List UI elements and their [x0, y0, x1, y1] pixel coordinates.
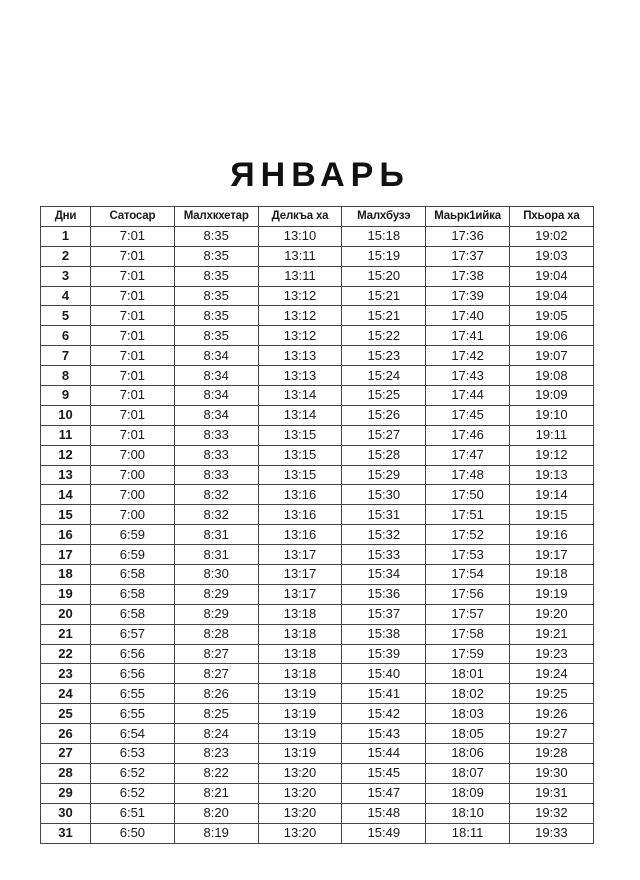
day-cell: 18 [41, 565, 91, 585]
time-cell: 17:37 [426, 246, 510, 266]
time-cell: 15:29 [342, 465, 426, 485]
day-cell: 15 [41, 505, 91, 525]
time-cell: 13:16 [258, 505, 342, 525]
table-row [41, 366, 594, 386]
day-cell: 26 [41, 724, 91, 744]
time-cell: 18:11 [426, 823, 510, 843]
table-row [41, 405, 594, 425]
time-cell: 17:57 [426, 604, 510, 624]
table-row [41, 525, 594, 545]
time-cell: 8:30 [174, 565, 258, 585]
time-cell: 15:37 [342, 604, 426, 624]
time-cell: 15:27 [342, 425, 426, 445]
day-cell: 4 [41, 286, 91, 306]
time-cell: 19:23 [509, 644, 593, 664]
time-cell: 17:51 [426, 505, 510, 525]
time-cell: 13:12 [258, 286, 342, 306]
time-cell: 8:22 [174, 763, 258, 783]
time-cell: 13:18 [258, 604, 342, 624]
table-row [41, 803, 594, 823]
time-cell: 8:23 [174, 744, 258, 764]
day-cell: 1 [41, 226, 91, 246]
table-row [41, 704, 594, 724]
time-cell: 13:15 [258, 425, 342, 445]
day-cell: 24 [41, 684, 91, 704]
time-cell: 6:58 [91, 565, 175, 585]
time-cell: 13:10 [258, 226, 342, 246]
table-row [41, 505, 594, 525]
time-cell: 17:36 [426, 226, 510, 246]
time-cell: 19:20 [509, 604, 593, 624]
time-cell: 19:02 [509, 226, 593, 246]
time-cell: 8:27 [174, 664, 258, 684]
table-row [41, 246, 594, 266]
time-cell: 13:20 [258, 763, 342, 783]
time-cell: 7:01 [91, 326, 175, 346]
header-delkha: Делкъа ха [258, 207, 342, 227]
time-cell: 13:17 [258, 565, 342, 585]
time-cell: 17:43 [426, 366, 510, 386]
time-cell: 8:19 [174, 823, 258, 843]
table-header-row [41, 207, 594, 227]
time-cell: 19:17 [509, 545, 593, 565]
time-cell: 8:29 [174, 604, 258, 624]
time-cell: 13:17 [258, 584, 342, 604]
time-cell: 13:15 [258, 465, 342, 485]
time-cell: 6:59 [91, 525, 175, 545]
time-cell: 18:05 [426, 724, 510, 744]
time-cell: 15:26 [342, 405, 426, 425]
time-cell: 8:34 [174, 366, 258, 386]
time-cell: 8:34 [174, 386, 258, 406]
time-cell: 15:30 [342, 485, 426, 505]
table-row [41, 664, 594, 684]
time-cell: 13:17 [258, 545, 342, 565]
time-cell: 8:35 [174, 226, 258, 246]
table-row [41, 565, 594, 585]
header-satosar: Сатосар [91, 207, 175, 227]
time-cell: 6:59 [91, 545, 175, 565]
day-cell: 9 [41, 386, 91, 406]
day-cell: 12 [41, 445, 91, 465]
time-cell: 17:42 [426, 346, 510, 366]
time-cell: 19:26 [509, 704, 593, 724]
time-cell: 19:28 [509, 744, 593, 764]
table-row [41, 326, 594, 346]
time-cell: 6:52 [91, 783, 175, 803]
time-cell: 8:33 [174, 465, 258, 485]
time-cell: 6:55 [91, 704, 175, 724]
time-cell: 15:33 [342, 545, 426, 565]
time-cell: 13:11 [258, 246, 342, 266]
day-cell: 13 [41, 465, 91, 485]
time-cell: 17:41 [426, 326, 510, 346]
time-cell: 17:54 [426, 565, 510, 585]
table-row [41, 425, 594, 445]
time-cell: 19:10 [509, 405, 593, 425]
time-cell: 19:16 [509, 525, 593, 545]
time-cell: 13:12 [258, 326, 342, 346]
time-cell: 7:01 [91, 266, 175, 286]
time-cell: 7:01 [91, 246, 175, 266]
time-cell: 15:24 [342, 366, 426, 386]
time-cell: 8:35 [174, 246, 258, 266]
time-cell: 19:08 [509, 366, 593, 386]
time-cell: 17:39 [426, 286, 510, 306]
time-cell: 15:48 [342, 803, 426, 823]
time-cell: 17:52 [426, 525, 510, 545]
table-row [41, 823, 594, 843]
time-cell: 6:57 [91, 624, 175, 644]
time-cell: 19:14 [509, 485, 593, 505]
time-cell: 6:51 [91, 803, 175, 823]
time-cell: 17:47 [426, 445, 510, 465]
time-cell: 15:22 [342, 326, 426, 346]
time-cell: 8:25 [174, 704, 258, 724]
time-cell: 17:40 [426, 306, 510, 326]
table-row [41, 744, 594, 764]
time-cell: 6:58 [91, 584, 175, 604]
day-cell: 7 [41, 346, 91, 366]
time-cell: 19:09 [509, 386, 593, 406]
table-row [41, 545, 594, 565]
time-cell: 13:20 [258, 823, 342, 843]
time-cell: 6:58 [91, 604, 175, 624]
table-row [41, 724, 594, 744]
time-cell: 19:04 [509, 286, 593, 306]
time-cell: 15:40 [342, 664, 426, 684]
day-cell: 2 [41, 246, 91, 266]
table-row [41, 266, 594, 286]
time-cell: 8:31 [174, 525, 258, 545]
time-cell: 8:27 [174, 644, 258, 664]
table-row [41, 604, 594, 624]
time-cell: 7:00 [91, 485, 175, 505]
day-cell: 8 [41, 366, 91, 386]
table-row [41, 306, 594, 326]
time-cell: 7:01 [91, 286, 175, 306]
time-cell: 8:32 [174, 485, 258, 505]
time-cell: 8:21 [174, 783, 258, 803]
time-cell: 19:04 [509, 266, 593, 286]
time-cell: 7:00 [91, 445, 175, 465]
time-cell: 8:33 [174, 425, 258, 445]
time-cell: 8:35 [174, 266, 258, 286]
time-cell: 8:28 [174, 624, 258, 644]
prayer-times-table [40, 206, 594, 844]
time-cell: 19:31 [509, 783, 593, 803]
table-row [41, 684, 594, 704]
time-cell: 13:18 [258, 664, 342, 684]
time-cell: 13:16 [258, 485, 342, 505]
time-cell: 17:56 [426, 584, 510, 604]
time-cell: 17:59 [426, 644, 510, 664]
header-pkhora: Пхьора ха [509, 207, 593, 227]
time-cell: 15:18 [342, 226, 426, 246]
time-cell: 15:23 [342, 346, 426, 366]
time-cell: 17:58 [426, 624, 510, 644]
time-cell: 13:14 [258, 386, 342, 406]
time-cell: 6:53 [91, 744, 175, 764]
time-cell: 6:50 [91, 823, 175, 843]
day-cell: 20 [41, 604, 91, 624]
time-cell: 8:29 [174, 584, 258, 604]
time-cell: 15:43 [342, 724, 426, 744]
day-cell: 10 [41, 405, 91, 425]
time-cell: 15:39 [342, 644, 426, 664]
day-cell: 3 [41, 266, 91, 286]
time-cell: 15:42 [342, 704, 426, 724]
day-cell: 22 [41, 644, 91, 664]
time-cell: 15:21 [342, 286, 426, 306]
page-title: ЯНВАРЬ [230, 156, 410, 194]
time-cell: 19:15 [509, 505, 593, 525]
time-cell: 17:48 [426, 465, 510, 485]
table-body [41, 226, 594, 843]
time-cell: 8:32 [174, 505, 258, 525]
time-cell: 13:20 [258, 783, 342, 803]
time-cell: 6:52 [91, 763, 175, 783]
time-cell: 15:19 [342, 246, 426, 266]
table-row [41, 783, 594, 803]
day-cell: 27 [41, 744, 91, 764]
time-cell: 7:01 [91, 405, 175, 425]
day-cell: 21 [41, 624, 91, 644]
time-cell: 7:01 [91, 366, 175, 386]
time-cell: 19:25 [509, 684, 593, 704]
time-cell: 15:25 [342, 386, 426, 406]
time-cell: 7:01 [91, 425, 175, 445]
day-cell: 5 [41, 306, 91, 326]
time-cell: 13:19 [258, 684, 342, 704]
table-row [41, 465, 594, 485]
time-cell: 19:18 [509, 565, 593, 585]
day-cell: 23 [41, 664, 91, 684]
time-cell: 17:45 [426, 405, 510, 425]
header-malkhbuze: Малхбузэ [342, 207, 426, 227]
time-cell: 6:55 [91, 684, 175, 704]
time-cell: 13:19 [258, 704, 342, 724]
time-cell: 8:34 [174, 346, 258, 366]
time-cell: 13:11 [258, 266, 342, 286]
header-day: Дни [41, 207, 91, 227]
time-cell: 15:31 [342, 505, 426, 525]
time-cell: 8:33 [174, 445, 258, 465]
time-cell: 19:19 [509, 584, 593, 604]
time-cell: 7:00 [91, 465, 175, 485]
table-row [41, 644, 594, 664]
day-cell: 30 [41, 803, 91, 823]
time-cell: 13:19 [258, 744, 342, 764]
table-row [41, 445, 594, 465]
time-cell: 19:33 [509, 823, 593, 843]
time-cell: 13:18 [258, 624, 342, 644]
time-cell: 19:21 [509, 624, 593, 644]
time-cell: 19:05 [509, 306, 593, 326]
header-marklijka: Маьрк1ийка [426, 207, 510, 227]
time-cell: 15:49 [342, 823, 426, 843]
time-cell: 15:21 [342, 306, 426, 326]
time-cell: 17:38 [426, 266, 510, 286]
time-cell: 18:07 [426, 763, 510, 783]
table-row [41, 584, 594, 604]
time-cell: 13:16 [258, 525, 342, 545]
time-cell: 17:46 [426, 425, 510, 445]
time-cell: 6:56 [91, 664, 175, 684]
day-cell: 31 [41, 823, 91, 843]
day-cell: 14 [41, 485, 91, 505]
time-cell: 15:38 [342, 624, 426, 644]
table-row [41, 346, 594, 366]
time-cell: 13:15 [258, 445, 342, 465]
time-cell: 8:35 [174, 306, 258, 326]
time-cell: 19:32 [509, 803, 593, 823]
time-cell: 8:31 [174, 545, 258, 565]
time-cell: 19:24 [509, 664, 593, 684]
table-row [41, 286, 594, 306]
time-cell: 13:12 [258, 306, 342, 326]
table-row [41, 624, 594, 644]
table-row [41, 485, 594, 505]
day-cell: 17 [41, 545, 91, 565]
time-cell: 8:24 [174, 724, 258, 744]
time-cell: 7:01 [91, 306, 175, 326]
time-cell: 18:06 [426, 744, 510, 764]
time-cell: 15:28 [342, 445, 426, 465]
day-cell: 25 [41, 704, 91, 724]
day-cell: 16 [41, 525, 91, 545]
time-cell: 19:12 [509, 445, 593, 465]
time-cell: 15:44 [342, 744, 426, 764]
day-cell: 6 [41, 326, 91, 346]
time-cell: 15:45 [342, 763, 426, 783]
time-cell: 8:35 [174, 286, 258, 306]
time-cell: 19:03 [509, 246, 593, 266]
time-cell: 17:53 [426, 545, 510, 565]
time-cell: 18:03 [426, 704, 510, 724]
time-cell: 15:34 [342, 565, 426, 585]
time-cell: 7:01 [91, 346, 175, 366]
time-cell: 18:10 [426, 803, 510, 823]
time-cell: 17:50 [426, 485, 510, 505]
table-row [41, 763, 594, 783]
time-cell: 8:34 [174, 405, 258, 425]
time-cell: 19:13 [509, 465, 593, 485]
time-cell: 6:56 [91, 644, 175, 664]
time-cell: 15:41 [342, 684, 426, 704]
time-cell: 13:13 [258, 346, 342, 366]
time-cell: 7:01 [91, 226, 175, 246]
time-cell: 7:00 [91, 505, 175, 525]
header-malkhkhetar: Малхкхетар [174, 207, 258, 227]
time-cell: 13:13 [258, 366, 342, 386]
table-row [41, 226, 594, 246]
time-cell: 18:02 [426, 684, 510, 704]
day-cell: 29 [41, 783, 91, 803]
time-cell: 8:20 [174, 803, 258, 823]
time-cell: 19:11 [509, 425, 593, 445]
time-cell: 18:01 [426, 664, 510, 684]
time-cell: 15:36 [342, 584, 426, 604]
day-cell: 19 [41, 584, 91, 604]
time-cell: 13:14 [258, 405, 342, 425]
day-cell: 28 [41, 763, 91, 783]
time-cell: 19:07 [509, 346, 593, 366]
time-cell: 8:26 [174, 684, 258, 704]
time-cell: 13:19 [258, 724, 342, 744]
table-row [41, 386, 594, 406]
time-cell: 18:09 [426, 783, 510, 803]
time-cell: 13:18 [258, 644, 342, 664]
day-cell: 11 [41, 425, 91, 445]
time-cell: 6:54 [91, 724, 175, 744]
time-cell: 15:20 [342, 266, 426, 286]
time-cell: 15:32 [342, 525, 426, 545]
time-cell: 15:47 [342, 783, 426, 803]
time-cell: 13:20 [258, 803, 342, 823]
time-cell: 19:30 [509, 763, 593, 783]
time-cell: 8:35 [174, 326, 258, 346]
time-cell: 17:44 [426, 386, 510, 406]
time-cell: 19:06 [509, 326, 593, 346]
time-cell: 7:01 [91, 386, 175, 406]
time-cell: 19:27 [509, 724, 593, 744]
